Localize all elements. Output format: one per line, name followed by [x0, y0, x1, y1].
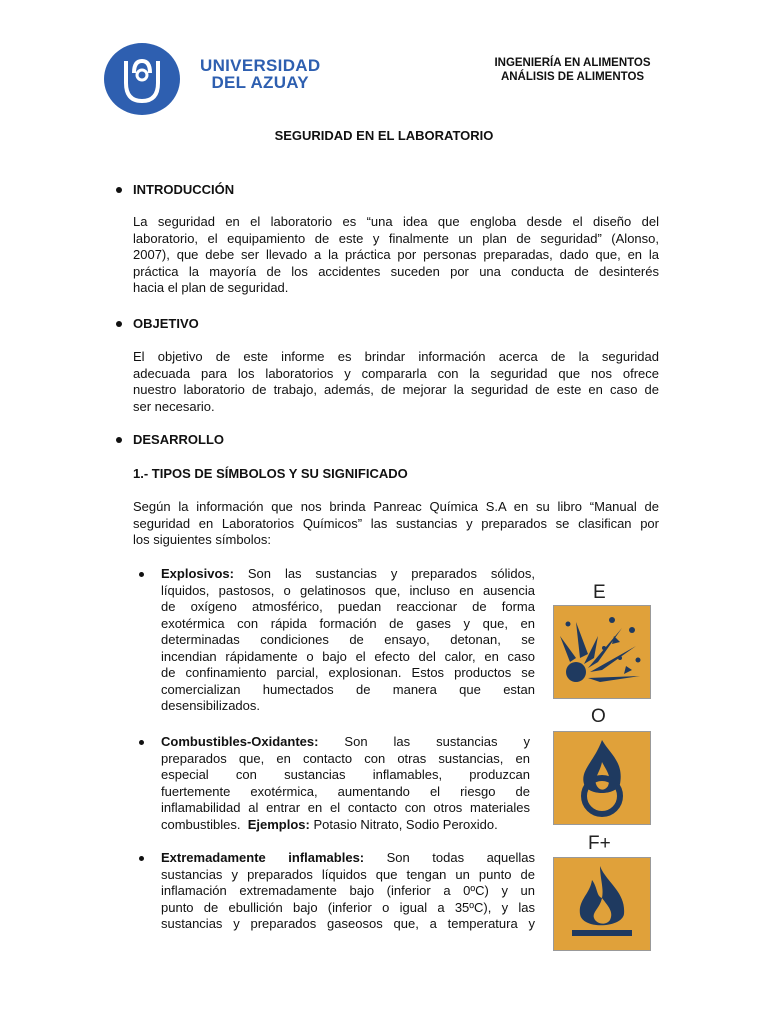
- item-line: fuertemente exotérmica, aumentando el riesgo de: [161, 783, 530, 799]
- symbol-label-o: O: [591, 706, 606, 727]
- bullet-dot: [116, 321, 122, 327]
- examples-text: Potasio Nitrato, Sodio Peroxido.: [309, 816, 498, 832]
- objective-paragraph: [133, 349, 659, 415]
- item-line: comercializan humectados de manera que estan: [161, 681, 535, 697]
- symbol-label-f-plus: F+: [588, 833, 611, 854]
- course-header: [470, 56, 675, 84]
- development-paragraph: [133, 499, 659, 549]
- item-line: de confinamiento parcial, explosionan. Estos productos se: [161, 665, 535, 680]
- item-line: exotérmica con rápida formación de gases y que, en: [161, 615, 535, 631]
- item-line: desensibilizados.: [161, 698, 261, 713]
- objective-line: ser necesario.: [133, 398, 215, 414]
- university-logo-icon: [104, 43, 180, 115]
- item-line: [161, 734, 530, 751]
- university-name-line2: DEL AZUAY: [211, 73, 309, 92]
- intro-line: hacia el plan de seguridad.: [133, 280, 289, 295]
- section-heading-development: DESARROLLO: [133, 432, 224, 447]
- intro-line: 2007), que debe ser llevado a la práctica por personas preparadas, dado que, en la: [133, 247, 659, 262]
- item-text: Son las sustancias y preparados sólidos,: [233, 566, 535, 581]
- item-line: sustancias y preparados líquidos que tengan un punto de: [161, 866, 535, 882]
- document-title: SEGURIDAD EN EL LABORATORIO: [274, 128, 494, 143]
- development-line: los siguientes símbolos:: [133, 532, 272, 547]
- item-line: determinadas condiciones de ensayo, detonan, se: [161, 632, 535, 647]
- item-line: de oxígeno atmosférico, puedan reaccionar de forma: [161, 599, 535, 614]
- item-line: incendian rápidamente o bajo el efecto del calor, en caso: [161, 648, 535, 664]
- flammable-flame-icon: [553, 857, 651, 951]
- objective-line: El objetivo de este informe es brindar información acerca de la seguridad: [133, 349, 659, 364]
- development-line: seguridad en Laboratorios Químicos” las sustancias y preparados se clasifican por: [133, 515, 659, 531]
- item-explosives: [161, 566, 535, 715]
- item-flammables: [161, 850, 535, 933]
- term-oxidizers: Combustibles-Oxidantes:: [161, 734, 319, 749]
- item-oxidizers: [161, 734, 530, 833]
- item-line: especial con sustancias inflamables, produzcan: [161, 767, 530, 782]
- term-explosives: Explosivos:: [161, 566, 234, 581]
- university-name-line1: UNIVERSIDAD: [200, 56, 321, 75]
- intro-line: La seguridad en el laboratorio es “una idea que engloba desde el diseño del: [133, 214, 659, 229]
- item-line: [161, 817, 530, 834]
- intro-paragraph: [133, 214, 659, 297]
- section-heading-intro: INTRODUCCIÓN: [133, 182, 235, 197]
- list-bullet: [139, 572, 144, 577]
- explosive-icon: [553, 605, 651, 699]
- item-line: inflamabilidad al entrar en el contacto con otros materiales: [161, 800, 530, 815]
- development-line: Según la información que nos brinda Panreac Química S.A en su libro “Manual de: [133, 499, 659, 514]
- objective-line: adecuada para los laboratorios y compararla con la seguridad que nos ofrece: [133, 365, 659, 381]
- item-line: inflamación extremadamente bajo (inferior a 0ºC) y un: [161, 883, 535, 898]
- item-text: Son las sustancias y: [318, 734, 530, 749]
- item-line: sustancias y preparados gaseosos que, a temperatura y: [161, 916, 535, 931]
- bullet-dot: [116, 187, 122, 193]
- item-line: punto de ebullición bajo (inferior o igual a 35ºC), y las: [161, 899, 535, 915]
- course-name: ANÁLISIS DE ALIMENTOS: [500, 71, 645, 83]
- subsection-heading: 1.- TIPOS DE SÍMBOLOS Y SU SIGNIFICADO: [133, 466, 408, 481]
- section-heading-objective: OBJETIVO: [133, 316, 199, 331]
- oxidizing-flame-icon: [553, 731, 651, 825]
- item-line: preparados que, en contacto con otras sustancias, en: [161, 750, 530, 766]
- examples-label: Ejemplos:: [247, 816, 310, 832]
- program-name: INGENIERÍA EN ALIMENTOS: [494, 57, 651, 69]
- intro-line: práctica la mayoría de los accidentes suceden por una conducta de desinterés: [133, 263, 659, 279]
- university-name: [200, 57, 320, 91]
- list-bullet: [139, 856, 144, 861]
- term-flammables: Extremadamente inflamables:: [161, 850, 365, 865]
- objective-line: nuestro laboratorio de trabajo, además, de mejorar la seguridad de este en caso de: [133, 382, 659, 397]
- item-line: [161, 566, 535, 583]
- symbol-label-e: E: [593, 582, 606, 603]
- item-line: líquidos, pastosos, o gelatinosos que, incluso en ausencia: [161, 582, 535, 598]
- list-bullet: [139, 740, 144, 745]
- bullet-dot: [116, 437, 122, 443]
- item-text: Son todas aquellas: [364, 850, 535, 865]
- intro-line: laboratorio, el equipamiento de este y finalmente un plan de seguridad” (Alonso,: [133, 230, 659, 246]
- item-text: combustibles.: [161, 816, 248, 832]
- item-line: [161, 850, 535, 867]
